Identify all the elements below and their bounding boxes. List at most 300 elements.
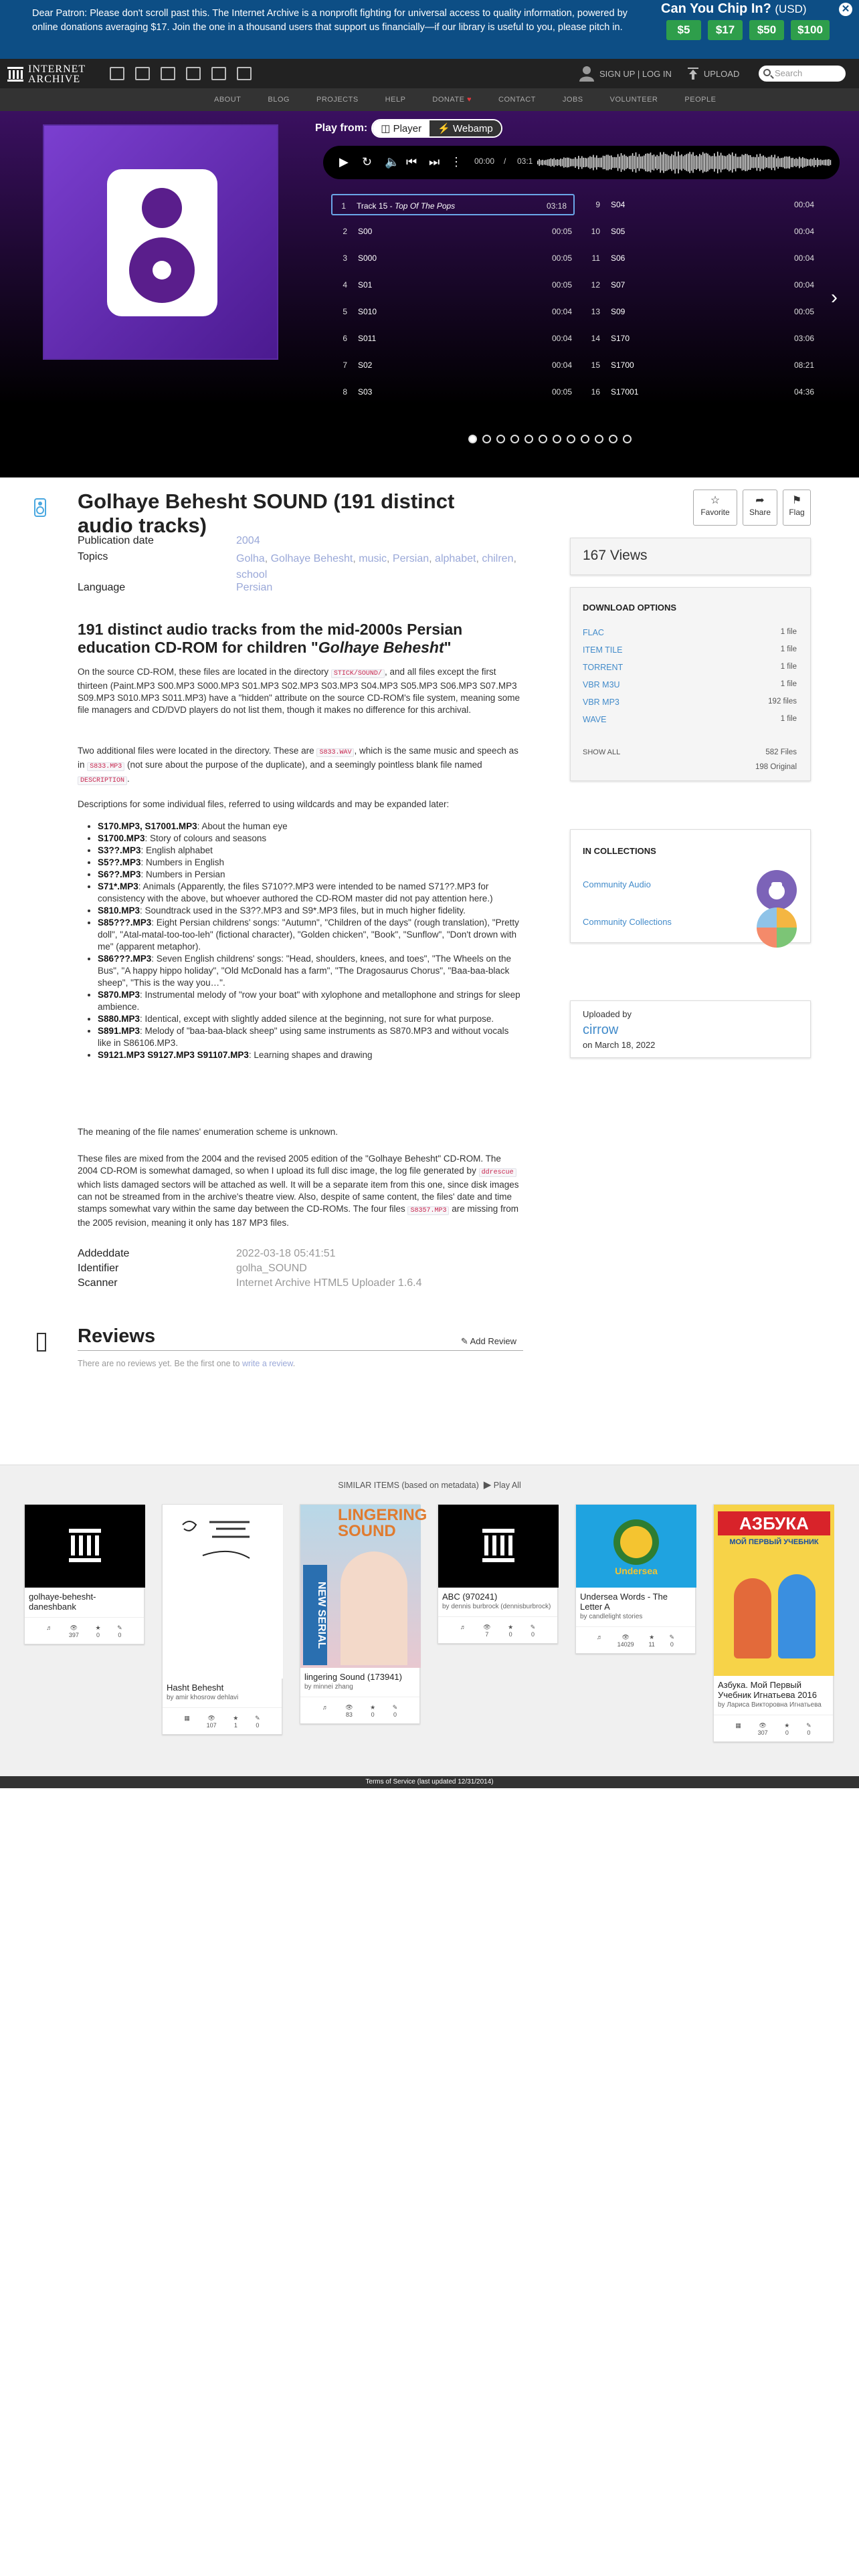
file-descriptions	[78, 821, 520, 1061]
track-title	[611, 381, 638, 403]
signin-link[interactable]: SIGN UP | LOG IN	[599, 68, 672, 79]
track-row[interactable]	[334, 381, 572, 403]
download-option-row[interactable]	[583, 697, 797, 707]
card-title[interactable]: Азбука. Мой Первый Учебник Игнатьева 2016	[718, 1680, 817, 1700]
favorites-stat: ★ 1	[233, 1715, 239, 1729]
reviews-stat: ✎ 0	[806, 1722, 812, 1736]
track-title-text: S06	[611, 253, 626, 263]
topic-link[interactable]: Golhaye Behesht	[270, 553, 353, 564]
file-description: : Animals (Apparently, the files S710??.MP3 were intended to be named S71??.MP3 for consistency with the above, but whoever authored the CD-ROM master did not pay attention here.)	[98, 881, 493, 903]
track-row[interactable]	[334, 301, 572, 322]
views-stat: 👁 7	[483, 1624, 491, 1638]
file-description: : Soundtrack used in the S3??.MP3 and S9*.MP3 files, but in much higher fidelity.	[140, 905, 466, 916]
download-file-count[interactable]: 1 file	[780, 715, 797, 723]
file-description: : About the human eye	[197, 821, 288, 831]
download-file-count[interactable]: 1 file	[780, 680, 797, 688]
file-description-item	[98, 917, 520, 953]
archive-logo[interactable]	[7, 64, 86, 84]
waveform[interactable]	[537, 149, 832, 176]
p5-code2: S8357.MP3	[407, 1206, 449, 1215]
pubdate-link[interactable]: 2004	[236, 535, 260, 546]
track-row[interactable]	[587, 301, 814, 322]
track-title-text: S1700	[611, 360, 634, 370]
heart-icon: ♥	[467, 96, 472, 104]
track-title	[611, 221, 625, 242]
audio-type-icon: ♬	[596, 1634, 603, 1640]
audio-icon[interactable]	[186, 67, 201, 80]
calligraphy-cover	[163, 1505, 283, 1679]
track-number: 16	[591, 387, 600, 397]
player-option[interactable]: ◫ Player	[373, 120, 430, 136]
download-file-count[interactable]: 1 file	[780, 645, 797, 653]
track-title-text: S17001	[611, 387, 639, 397]
track-row[interactable]	[334, 328, 572, 349]
download-option-row[interactable]	[583, 663, 797, 672]
track-row[interactable]	[587, 194, 814, 215]
identifier-label: Identifier	[78, 1263, 119, 1274]
share-icon: ➦	[755, 495, 765, 506]
card-stats	[25, 1617, 144, 1644]
topic-link[interactable]: music	[359, 553, 387, 564]
track-title	[358, 247, 377, 269]
upload-icon[interactable]	[688, 68, 698, 80]
nav-help[interactable]: HELP	[385, 96, 406, 104]
track-title-text: S010	[358, 307, 377, 316]
add-review-button[interactable]	[461, 1336, 516, 1347]
track-number: 11	[591, 253, 600, 263]
card-author: by Лариса Викторовна Игнатьева	[718, 1701, 822, 1709]
page-dot[interactable]	[567, 435, 575, 443]
donation-ask-title: Can You Chip In?	[661, 1, 771, 16]
card-thumbnail	[163, 1505, 283, 1679]
card-stats	[438, 1616, 557, 1643]
track-row[interactable]	[587, 381, 814, 403]
track-number: 2	[343, 227, 347, 236]
play-all-button[interactable]	[484, 1481, 521, 1490]
card-stats	[163, 1707, 282, 1734]
track-duration: 00:05	[551, 387, 572, 397]
file-name: S870.MP3	[98, 990, 140, 1000]
track-title	[611, 354, 634, 376]
show-all-row[interactable]	[583, 748, 797, 756]
download-file-count[interactable]: 1 file	[780, 628, 797, 636]
file-name: S86???.MP3	[98, 954, 152, 964]
nav-donate-label: DONATE	[432, 96, 465, 104]
track-duration: 00:05	[551, 253, 572, 263]
nav-blog[interactable]: BLOG	[268, 96, 290, 104]
track-row[interactable]	[587, 274, 814, 296]
card-thumbnail	[25, 1505, 145, 1588]
track-number: 8	[343, 387, 347, 397]
track-duration: 08:21	[793, 360, 814, 370]
audio-speaker-icon	[33, 498, 47, 518]
reviews-stat: ✎ 0	[117, 1624, 122, 1638]
chevron-right-icon[interactable]: ›	[831, 286, 838, 308]
share-button[interactable]	[743, 490, 777, 526]
reviews-empty	[78, 1358, 520, 1370]
reviews-stat: ✎ 0	[530, 1624, 536, 1638]
track-duration: 03:06	[793, 334, 814, 343]
flag-button[interactable]	[783, 490, 811, 526]
card-stats	[576, 1626, 695, 1653]
description-paragraph-2	[78, 745, 520, 787]
page-dot[interactable]	[553, 435, 561, 443]
original-count[interactable]: 198 Original	[755, 763, 797, 771]
donate-5-button[interactable]: $5	[666, 20, 701, 40]
favorites-stat: ★ 0	[370, 1704, 376, 1718]
texts-icon[interactable]	[135, 67, 150, 80]
download-option-row[interactable]	[583, 715, 797, 724]
track-title	[358, 274, 372, 296]
webamp-option[interactable]: ⚡ Webamp	[430, 120, 501, 136]
topic-link[interactable]: Persian	[392, 553, 430, 564]
track-row[interactable]	[587, 354, 814, 376]
file-name: S6??.MP3	[98, 869, 141, 879]
track-row[interactable]	[331, 194, 575, 215]
file-description-item	[98, 869, 520, 881]
description-heading	[78, 621, 519, 657]
language-link[interactable]: Persian	[236, 582, 273, 593]
track-row[interactable]	[334, 247, 572, 269]
page-dot[interactable]	[482, 435, 491, 443]
more-icon[interactable]: ⋮	[450, 155, 462, 169]
play-from-label: Play from:	[315, 122, 368, 134]
track-title	[358, 328, 376, 349]
download-format-link[interactable]: TORRENT	[583, 663, 624, 672]
track-duration: 00:05	[551, 227, 572, 236]
track-duration: 00:04	[793, 253, 814, 263]
file-name: S891.MP3	[98, 1026, 140, 1036]
donate-100-button[interactable]: $100	[791, 20, 830, 40]
card-author: by minnei zhang	[304, 1683, 353, 1691]
track-title-text: S03	[358, 387, 373, 397]
topic-link[interactable]: school	[236, 569, 268, 580]
card-thumbnail	[576, 1505, 696, 1588]
favorites-stat: ★ 0	[95, 1624, 101, 1638]
time-separator: /	[504, 156, 506, 166]
page-dot[interactable]	[468, 435, 477, 443]
undersea-logo-icon	[576, 1505, 696, 1588]
community-collections-icon[interactable]	[757, 907, 797, 948]
file-name: S170.MP3, S17001.MP3	[98, 821, 197, 831]
page-dots	[468, 435, 632, 443]
track-number: 6	[343, 334, 347, 343]
download-format-link[interactable]: VBR MP3	[583, 697, 619, 707]
donation-message: Dear Patron: Please don't scroll past this. The Internet Archive is a nonprofit fighting for universal access to quality information, powered by online donations averaging $17. Join the one in a thousand users that support us financially—if our library is useful to you, please pitch in.	[32, 8, 628, 33]
p2-code1: S833.WAV	[316, 748, 354, 757]
card-thumbnail	[300, 1505, 427, 1668]
player-option-label: Player	[393, 123, 422, 134]
nav-people[interactable]: PEOPLE	[684, 96, 717, 104]
file-description: : Numbers in Persian	[140, 869, 225, 879]
theater-player	[0, 111, 859, 477]
p1-code: STICK/SOUND/	[331, 669, 385, 678]
nav-volunteer[interactable]: VOLUNTEER	[609, 96, 658, 104]
page-dot[interactable]	[496, 435, 505, 443]
file-description-item	[98, 989, 520, 1013]
star-icon: ☆	[710, 495, 721, 506]
track-title-text: S07	[611, 280, 626, 290]
collections-title: IN COLLECTIONS	[583, 846, 656, 856]
collections-box	[570, 829, 811, 943]
reviews-header	[78, 1325, 523, 1351]
desc-title-part1: 191 distinct audio tracks from the mid-2000s Persian education CD-ROM for children "	[78, 621, 463, 656]
download-format-link[interactable]: FLAC	[583, 628, 604, 637]
page-dot[interactable]	[539, 435, 547, 443]
nav-donate[interactable]	[419, 88, 485, 111]
p2-c: (not sure about the purpose of the duplicate), and a seemingly pointless blank file named	[124, 760, 482, 770]
video-icon[interactable]	[161, 67, 175, 80]
similar-item-card[interactable]	[162, 1504, 282, 1735]
close-icon[interactable]: ✕	[839, 3, 852, 16]
software-icon[interactable]	[211, 67, 226, 80]
search-placeholder: Search	[775, 68, 803, 78]
track-number: 4	[343, 280, 347, 290]
addeddate-value: 2022-03-18 05:41:51	[236, 1248, 336, 1259]
track-duration: 00:05	[551, 280, 572, 290]
cover-child-figure	[778, 1574, 816, 1658]
nav-about[interactable]: ABOUT	[214, 96, 242, 104]
account-area	[579, 66, 739, 82]
track-number: 5	[343, 307, 347, 316]
track-duration: 00:04	[551, 360, 572, 370]
cover-title-text: LINGERING SOUND	[338, 1506, 427, 1540]
donation-ask	[661, 1, 807, 17]
track-number: 3	[343, 253, 347, 263]
scanner-label: Scanner	[78, 1277, 118, 1289]
views-stat: 👁 397	[68, 1624, 79, 1638]
archive-building-icon	[438, 1505, 559, 1588]
cover-serial-text: NEW SERIAL	[303, 1565, 327, 1665]
file-name: S810.MP3	[98, 905, 140, 916]
file-description-item	[98, 857, 520, 869]
track-number: 7	[343, 360, 347, 370]
archive-building-icon	[25, 1505, 145, 1588]
scanner-value: Internet Archive HTML5 Uploader 1.6.4	[236, 1277, 422, 1289]
card-author: by candlelight stories	[580, 1613, 643, 1620]
track-number: 12	[591, 280, 600, 290]
favorite-label: Favorite	[700, 508, 730, 517]
file-description-item	[98, 1025, 520, 1049]
track-row[interactable]	[334, 354, 572, 376]
card-title[interactable]: Hasht Behesht	[167, 1683, 224, 1693]
similar-item-card[interactable]	[438, 1504, 558, 1644]
community-audio-icon[interactable]	[757, 870, 797, 910]
p5-code1: ddrescue	[479, 1168, 516, 1177]
topic-link[interactable]: alphabet	[435, 553, 476, 564]
add-review-label: Add Review	[470, 1336, 516, 1346]
archive-building-icon	[7, 66, 24, 83]
track-duration: 00:04	[793, 280, 814, 290]
audio-controls	[323, 146, 840, 179]
page-dot[interactable]	[510, 435, 519, 443]
card-thumbnail	[438, 1505, 559, 1588]
similar-item-card[interactable]	[575, 1504, 696, 1654]
file-description-item	[98, 905, 520, 917]
p5-a: These files are mixed from the 2004 and the revised 2005 edition of the "Golhaye Behesht" CD-ROM. The 2004 CD-ROM is somewhat damaged, so when I upload its full disc image, the log file generated by	[78, 1154, 501, 1176]
track-duration: 04:36	[793, 387, 814, 397]
similar-item-card[interactable]	[24, 1504, 145, 1644]
donation-amounts	[666, 20, 830, 40]
download-option-row[interactable]	[583, 645, 797, 655]
similar-item-card[interactable]	[300, 1504, 427, 1724]
file-description: : Melody of "baa-baa-black sheep" using same instruments as S870.MP3 and without vocals like in S86106.MP3.	[98, 1026, 509, 1048]
page-dot[interactable]	[609, 435, 617, 443]
top-nav	[0, 59, 859, 88]
track-title	[358, 354, 372, 376]
download-format-link[interactable]: VBR M3U	[583, 680, 620, 689]
download-options-title: DOWNLOAD OPTIONS	[583, 603, 677, 613]
download-file-count[interactable]: 1 file	[780, 663, 797, 671]
play-all-icon: ▶	[483, 1479, 492, 1491]
web-icon[interactable]	[110, 67, 124, 80]
donation-currency: (USD)	[775, 3, 807, 15]
volume-icon[interactable]: 🔈	[385, 155, 400, 169]
description-paragraph-1	[78, 666, 520, 716]
page-dot[interactable]	[581, 435, 589, 443]
download-format-link[interactable]: WAVE	[583, 715, 607, 724]
donation-banner	[0, 0, 859, 59]
file-description-item	[98, 821, 520, 833]
upload-link[interactable]: UPLOAD	[703, 68, 740, 79]
card-stats	[300, 1697, 419, 1723]
track-number: 13	[591, 307, 600, 316]
file-description-item	[98, 833, 520, 845]
cover-figure	[341, 1551, 407, 1665]
p5-b: which lists damaged sectors will be attached as well. It will be a separate item from this one, since disk images can not be streamed from in the archive's theatre view. Also, despite of same content, the files' date and time stamps somewhat vary within the same day between the CD-ROMs. The four files	[78, 1180, 519, 1214]
file-name: S71*.MP3	[98, 881, 138, 891]
reviews-stat: ✎ 0	[255, 1715, 260, 1729]
track-title	[357, 195, 455, 217]
audio-type-icon: ♬	[322, 1704, 328, 1711]
desc-title-em: Golhaye Behesht	[318, 639, 444, 656]
file-description: : English alphabet	[140, 845, 213, 855]
topic-link[interactable]: chilren	[482, 553, 514, 564]
track-title	[611, 328, 630, 349]
description-paragraph-3: Descriptions for some individual files, referred to using wildcards and may be expanded later:	[78, 799, 450, 809]
album-cover	[43, 124, 278, 360]
favorites-stat: ★ 0	[508, 1624, 514, 1638]
file-description: : Identical, except with slightly added silence at the beginning, not sure for what purpose.	[140, 1014, 494, 1024]
uploaded-by-label: Uploaded by	[583, 1009, 632, 1019]
views-stat: 👁 14029	[617, 1634, 634, 1648]
p5-c: are missing from the 2005 revision, meaning it only has 187 MP3 files.	[78, 1204, 518, 1228]
track-title-text: S01	[358, 280, 373, 290]
similar-item-card[interactable]	[713, 1504, 834, 1742]
previous-icon[interactable]: ⏮	[406, 155, 417, 169]
uploader-box	[570, 1000, 811, 1058]
views-stat: 👁 83	[345, 1704, 353, 1718]
similar-header	[0, 1479, 859, 1491]
share-label: Share	[749, 508, 771, 517]
nav-contact[interactable]: CONTACT	[498, 96, 536, 104]
track-title	[611, 194, 625, 215]
search-icon	[763, 69, 771, 76]
azbuka-cover-title: АЗБУКА	[718, 1511, 830, 1535]
topic-link[interactable]: Golha	[236, 553, 265, 564]
show-all-count: 582 Files	[765, 748, 797, 756]
file-description: : Seven English childrens' songs: "Head, shoulders, knees, and toes", "The Wheels on the Bus", "A happy hippo holiday", "Old McDonald has a farm", "The Dragosaurus Chorus", "Baa-baa-black sheep", "This is the way you…".	[98, 954, 512, 988]
track-duration: 03:18	[546, 201, 567, 211]
collection-community-audio[interactable]: Community Audio	[583, 879, 651, 889]
card-title[interactable]: Undersea Words - The Letter A	[580, 1592, 668, 1612]
track-row[interactable]	[587, 328, 814, 349]
user-icon[interactable]	[579, 66, 594, 82]
track-title-text: Track 15 -	[357, 201, 395, 211]
images-icon[interactable]	[237, 67, 252, 80]
download-option-row[interactable]	[583, 628, 797, 637]
pubdate-value	[236, 535, 260, 547]
track-row[interactable]	[587, 247, 814, 269]
terms-of-service-link[interactable]: Terms of Service (last updated 12/31/2014)	[365, 1778, 494, 1786]
show-all-link[interactable]: SHOW ALL	[583, 748, 621, 756]
favorite-button[interactable]	[693, 490, 737, 526]
card-title[interactable]: lingering Sound (173941)	[304, 1672, 402, 1682]
nav-projects[interactable]: PROJECTS	[316, 96, 359, 104]
track-title-em: Top Of The Pops	[394, 201, 456, 211]
nav-jobs[interactable]: JOBS	[562, 96, 583, 104]
texts-type-icon: ▦	[184, 1715, 190, 1721]
page-dot[interactable]	[595, 435, 603, 443]
language-label: Language	[78, 582, 126, 593]
repeat-icon[interactable]: ↻	[362, 155, 373, 169]
add-review-icon: ✎	[460, 1336, 468, 1346]
card-title[interactable]: ABC (970241)	[442, 1592, 498, 1602]
item-title: Golhaye Behesht SOUND (191 distinct audio tracks)	[78, 490, 455, 537]
footer	[0, 1776, 859, 1788]
play-icon[interactable]: ▶	[339, 155, 349, 169]
similar-title: SIMILAR ITEMS (based on metadata)	[338, 1481, 479, 1490]
topics-value: Golha, Golhaye Behesht, music, Persian, alphabet, chilren, school	[236, 553, 516, 580]
track-row[interactable]	[587, 221, 814, 242]
collection-community-collections[interactable]: Community Collections	[583, 917, 672, 927]
file-description: : Numbers in English	[140, 857, 225, 867]
download-option-row[interactable]	[583, 680, 797, 689]
write-review-link[interactable]: write a review	[242, 1359, 293, 1368]
player-source-toggle[interactable]	[371, 119, 502, 138]
file-name: S5??.MP3	[98, 857, 141, 867]
track-duration: 00:04	[551, 334, 572, 343]
current-time: 00:00	[474, 156, 495, 166]
track-duration: 00:04	[793, 227, 814, 236]
track-row[interactable]	[334, 274, 572, 296]
track-duration: 00:04	[551, 307, 572, 316]
page-dot[interactable]	[623, 435, 632, 443]
track-title-text: S02	[358, 360, 373, 370]
file-description: : Instrumental melody of "row your boat" with xylophone and metallophone and strings for sleep ambience.	[98, 990, 520, 1012]
track-duration: 00:04	[793, 200, 814, 209]
download-file-count[interactable]: 192 files	[768, 697, 797, 706]
file-description-item	[98, 881, 520, 905]
next-icon[interactable]: ⏭	[429, 155, 440, 169]
download-format-link[interactable]: ITEM TILE	[583, 645, 623, 655]
donate-17-button[interactable]: $17	[708, 20, 743, 40]
favorites-stat: ★ 0	[784, 1722, 790, 1736]
file-description: : Learning shapes and drawing	[248, 1050, 373, 1060]
views-count: 167 Views	[583, 548, 648, 563]
track-number: 9	[595, 200, 600, 209]
reviews-stat: ✎ 0	[392, 1704, 398, 1718]
page-dot[interactable]	[524, 435, 533, 443]
views-stat: 👁 107	[206, 1715, 217, 1729]
description-paragraph-4: The meaning of the file names' enumeration scheme is unknown.	[78, 1127, 339, 1137]
uploader-link[interactable]: cirrow	[583, 1023, 619, 1037]
card-title[interactable]: golhaye-behesht-daneshbank	[29, 1592, 96, 1612]
p1-a: On the source CD-ROM, these files are located in the directory	[78, 667, 331, 677]
donate-50-button[interactable]: $50	[749, 20, 784, 40]
track-row[interactable]	[334, 221, 572, 242]
search-input[interactable]	[759, 66, 846, 82]
